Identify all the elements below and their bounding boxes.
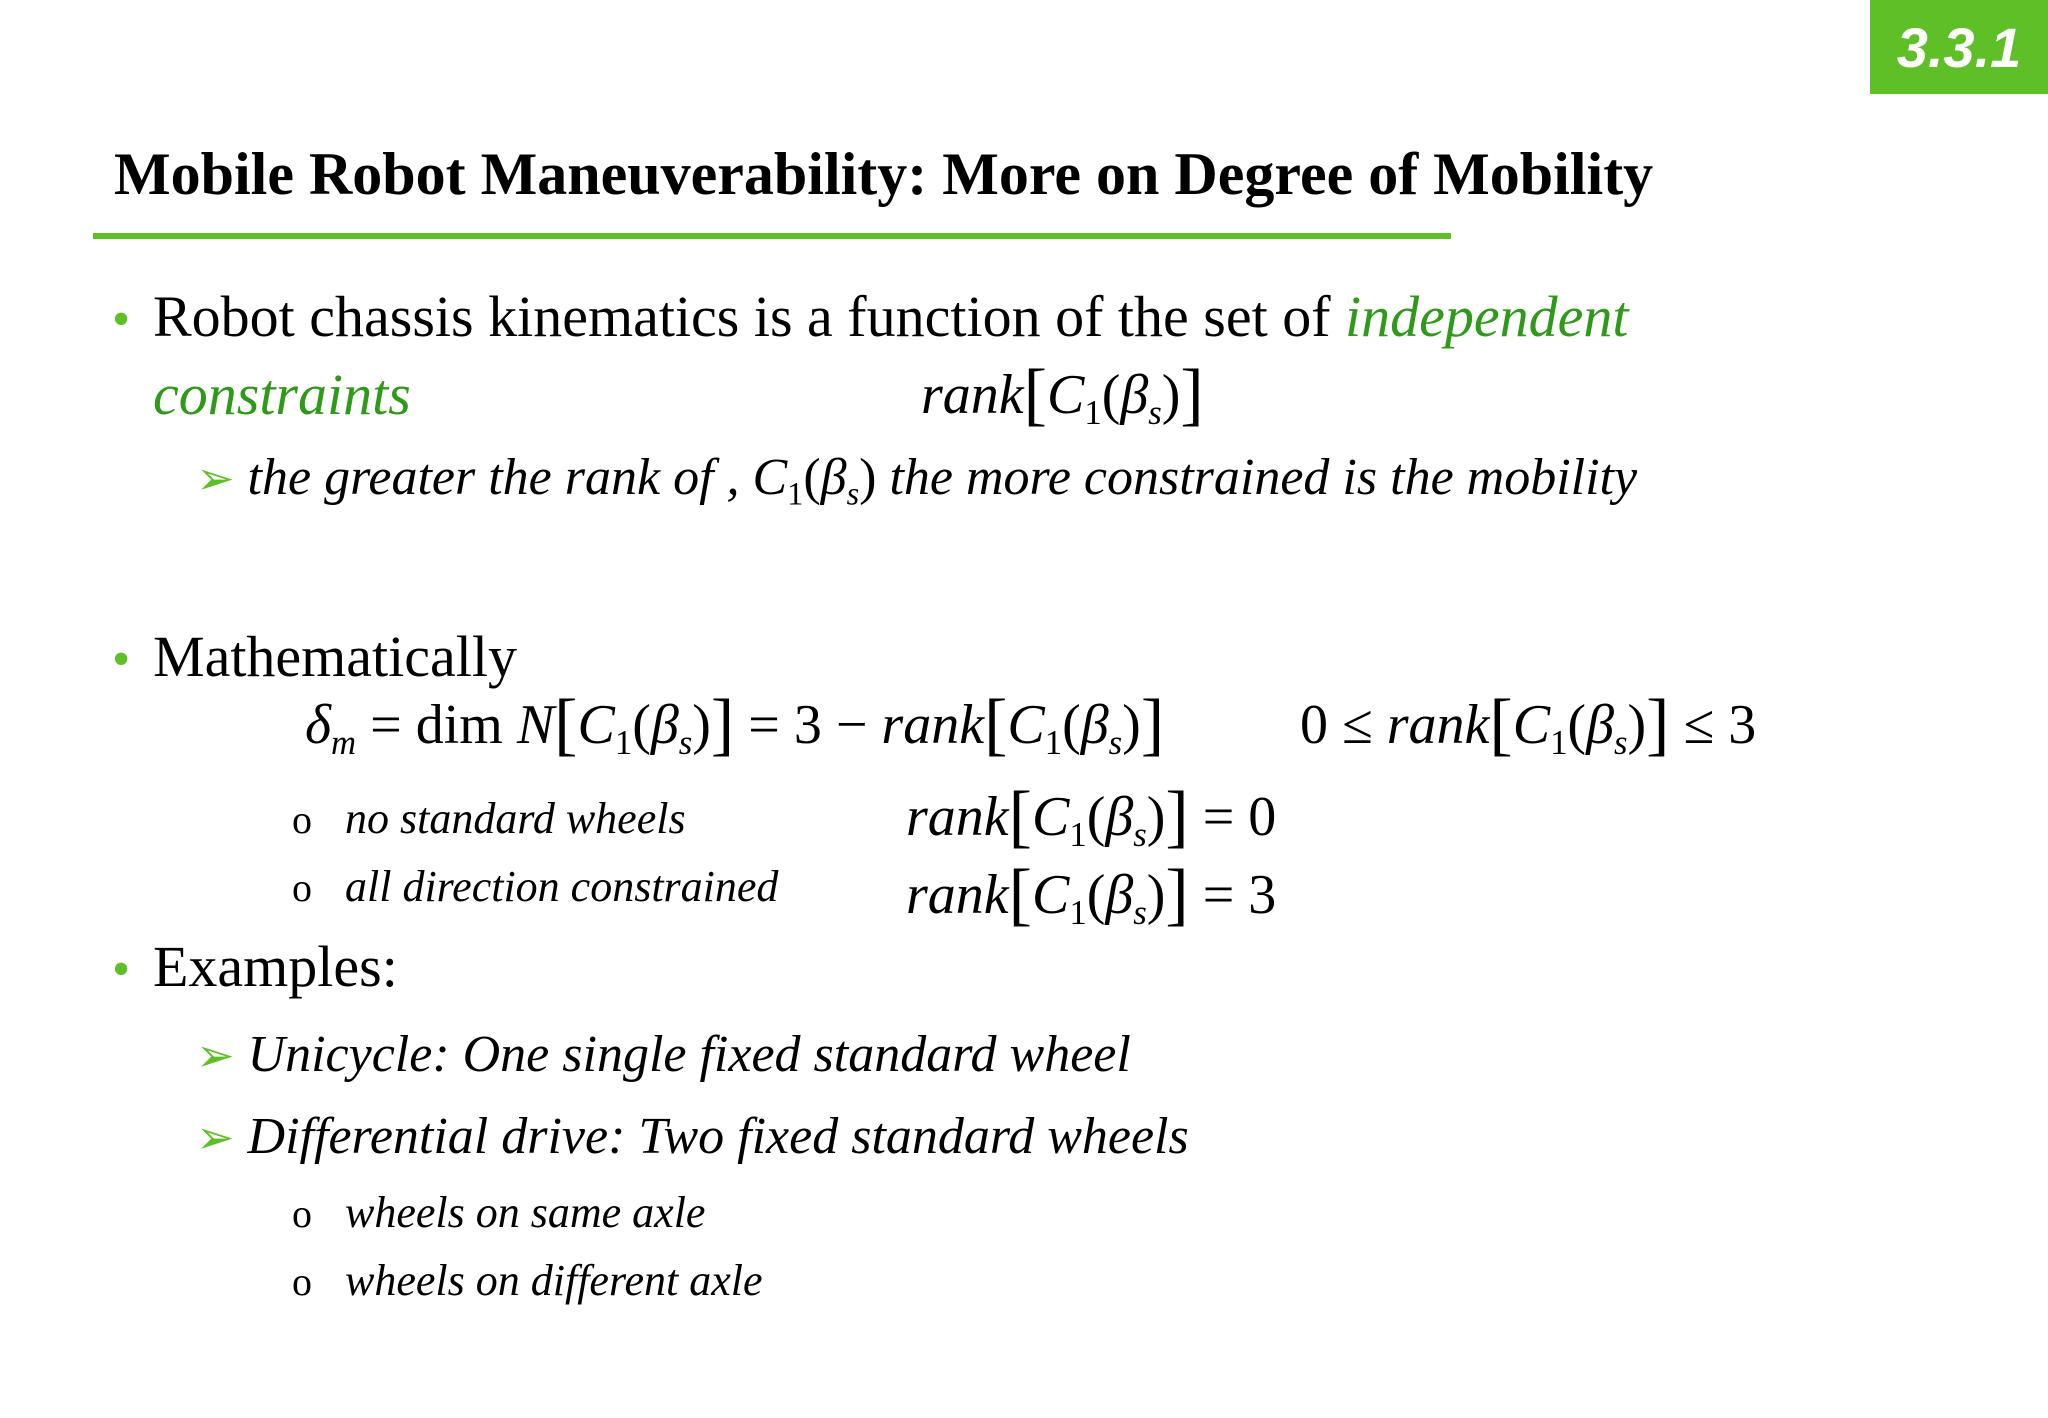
slide-number-badge: 3.3.1 (1870, 0, 2048, 94)
bullet2-text: Mathematically (153, 624, 517, 689)
list-item: o no standard wheels (292, 794, 686, 843)
bullet3-text: Examples: (153, 934, 398, 999)
title-underline (93, 233, 1451, 239)
list-item: o all direction constrained (292, 862, 779, 911)
rank-formula: $rank[C_1(\beta_s)]$ (921, 356, 1204, 434)
rank-range-formula: $0 \le rank[C_1(\beta_s)] \le 3$ (1300, 686, 1757, 764)
bullet-dot: • (112, 631, 131, 688)
rank-three-formula: $rank[C_1(\beta_s)] = 3$ (906, 856, 1277, 934)
rank-zero-formula: $rank[C_1(\beta_s)] = 0$ (906, 778, 1277, 856)
bullet-dot: • (112, 291, 131, 348)
bullet1-text: Robot chassis kinematics is a function of the set of (153, 284, 1346, 349)
list-item: o wheels on different axle (292, 1256, 763, 1305)
arrow-bullet: ➢ (196, 453, 235, 504)
list-item: ➢ Differential drive: Two fixed standard wheels (196, 1108, 1189, 1165)
bullet1-line1 (153, 283, 1628, 350)
bullet1-highlight: independent (1345, 284, 1629, 349)
mobility-formula: $\delta_m$ = dim $N[C_1(\beta_s)] = 3$ − $rank[C_1(\beta_s)]$ (305, 686, 1165, 764)
list-item: ➢ Unicycle: One single fixed standard wheel (196, 1026, 1131, 1083)
bullet-dot: • (112, 941, 131, 998)
slide-title: Mobile Robot Maneuverability: More on Degree of Mobility (114, 141, 1654, 207)
bullet1-subitem: ➢ the greater the rank of , $C_1(\beta_s)$ the more constrained is the mobility (196, 449, 1638, 512)
bullet1-line2: constraints (153, 362, 411, 427)
list-item: o wheels on same axle (292, 1188, 706, 1237)
